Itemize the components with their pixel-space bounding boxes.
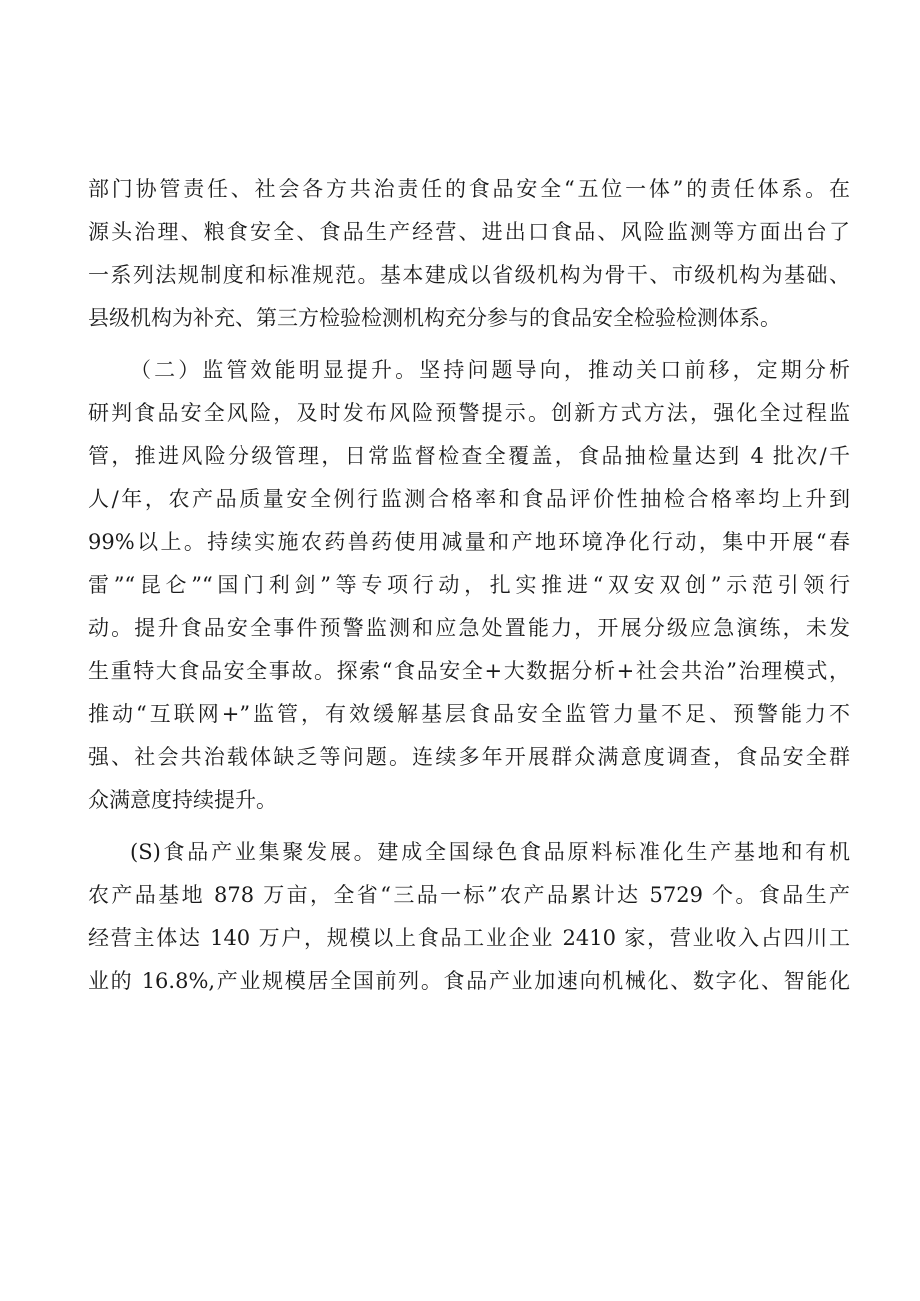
text-line: 生重特大食品安全事故。探索“食品安全+大数据分析+社会共治”治理模式， <box>88 659 850 683</box>
text-line: 强、社会共治载体缺乏等问题。连续多年开展群众满意度调查，食品安全群 <box>88 745 850 769</box>
text-line: 管，推进风险分级管理，日常监督检查全覆盖，食品抽检量达到 4 批次/千 <box>88 444 850 468</box>
text-line: 农产品基地 878 万亩，全省“三品一标”农产品累计达 5729 个。食品生产 <box>88 883 850 907</box>
text-line: 一系列法规制度和标准规范。基本建成以省级机构为骨干、市级机构为基础、 <box>88 263 850 287</box>
text-line: 99%以上。持续实施农药兽药使用减量和产地环境净化行动，集中开展“春 <box>88 530 850 554</box>
text-line: 众满意度持续提升。 <box>88 788 277 812</box>
text-line: 推动“互联网+”监管，有效缓解基层食品安全监管力量不足、预警能力不 <box>88 702 850 726</box>
document-body <box>88 168 850 1003</box>
text-line: 人/年，农产品质量安全例行监测合格率和食品评价性抽检合格率均上升到 <box>88 487 850 511</box>
text-line: 县级机构为补充、第三方检验检测机构充分参与的食品安全检验检测体系。 <box>88 306 781 330</box>
text-line: 雷”“昆仑”“国门利剑”等专项行动，扎实推进“双安双创”示范引领行 <box>88 573 850 597</box>
text-line: 业的 16.8%,产业规模居全国前列。食品产业加速向机械化、数字化、智能化 <box>88 969 850 993</box>
section-heading-line: （二）监管效能明显提升。坚持问题导向，推动关口前移，定期分析 <box>130 358 850 382</box>
paragraph-responsibility-system <box>88 168 850 340</box>
text-line: 部门协管责任、社会各方共治责任的食品安全“五位一体”的责任体系。在 <box>88 177 850 201</box>
text-line: 源头治理、粮食安全、食品生产经营、进出口食品、风险监测等方面出台了 <box>88 220 850 244</box>
text-line: 动。提升食品安全事件预警监测和应急处置能力，开展分级应急演练，未发 <box>88 616 850 640</box>
section-heading-line: (S)食品产业集聚发展。建成全国绿色食品原料标准化生产基地和有机 <box>130 840 850 864</box>
text-line: 经营主体达 140 万户，规模以上食品工业企业 2410 家，营业收入占四川工 <box>88 926 850 950</box>
paragraph-supervision-efficiency <box>88 349 850 822</box>
paragraph-food-industry <box>88 831 850 1003</box>
text-line: 研判食品安全风险，及时发布风险预警提示。创新方式方法，强化全过程监 <box>88 401 850 425</box>
